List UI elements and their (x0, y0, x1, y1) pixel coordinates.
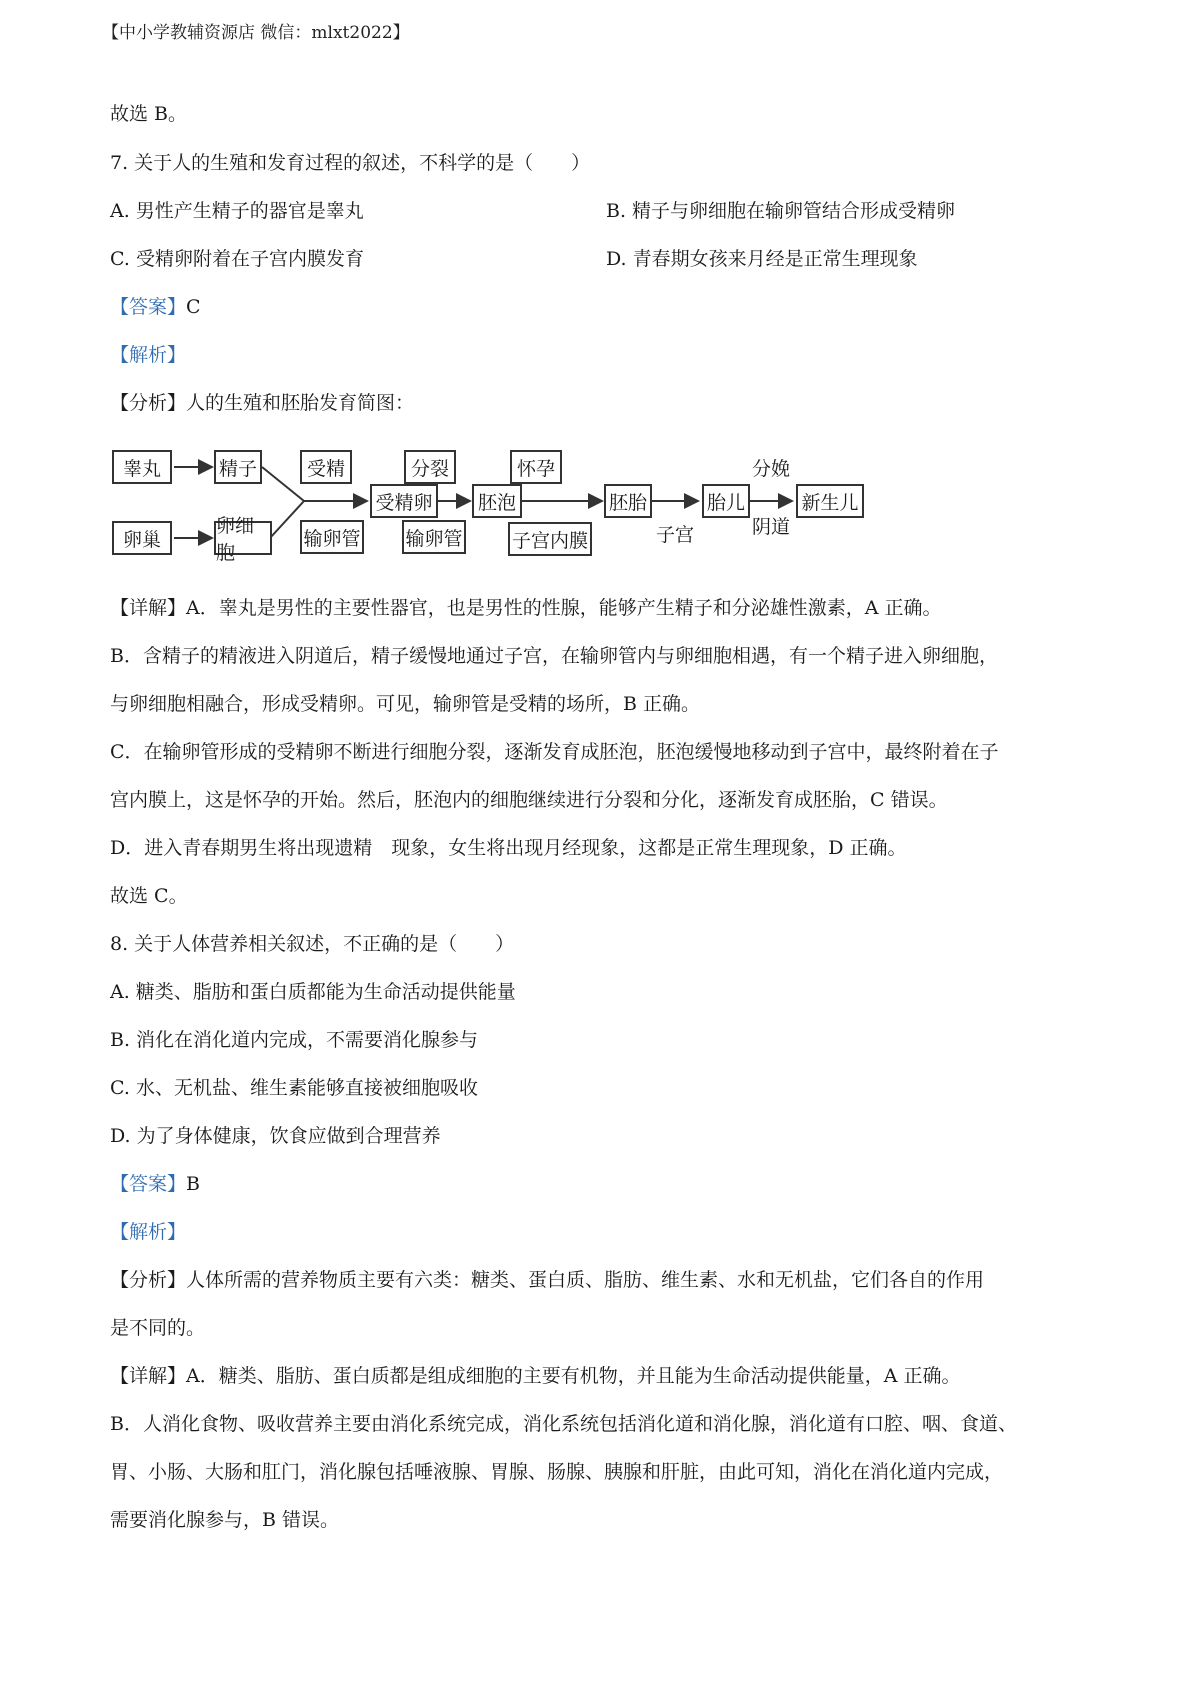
answer-value: C (186, 296, 201, 318)
q7-explain-tag: 【解析】 (110, 344, 187, 366)
box-testis: 睾丸 (112, 450, 172, 484)
q8-explain-tag: 【解析】 (110, 1221, 187, 1243)
q8-detail-b1: B．人消化食物、吸收营养主要由消化系统完成，消化系统包括消化道和消化腺，消化道有口腔、咽、食道、 (110, 1413, 1017, 1435)
label-delivery: 分娩 (752, 458, 791, 480)
arrow-egg-join (270, 501, 304, 538)
box-newborn: 新生儿 (796, 484, 864, 518)
q7-answer (110, 293, 201, 321)
box-ovary: 卵巢 (112, 521, 172, 555)
label-vagina: 阴道 (752, 516, 791, 538)
q7-option-a: A. 男性产生精子的器官是睾丸 (110, 200, 364, 222)
prev-conclusion: 故选 B。 (110, 103, 188, 125)
box-division: 分裂 (404, 450, 456, 484)
box-oviduct-2: 输卵管 (402, 520, 466, 554)
q8-detail-a: 【详解】A．糖类、脂肪、蛋白质都是组成细胞的主要有机物，并且能为生命活动提供能量，A 正确。 (110, 1365, 961, 1387)
box-pregnancy: 怀孕 (510, 450, 562, 484)
q7-detail-b2: 与卵细胞相融合，形成受精卵。可见，输卵管是受精的场所，B 正确。 (110, 693, 701, 715)
box-sperm: 精子 (214, 450, 262, 484)
q7-option-b: B. 精子与卵细胞在输卵管结合形成受精卵 (606, 200, 956, 222)
answer-value: B (186, 1173, 200, 1195)
q8-option-b: B. 消化在消化道内完成，不需要消化腺参与 (110, 1029, 479, 1051)
box-endometrium: 子宫内膜 (508, 522, 592, 556)
box-egg: 卵细胞 (214, 521, 272, 555)
answer-tag: 【答案】 (110, 296, 187, 318)
q7-detail-b1: B．含精子的精液进入阴道后，精子缓慢地通过子宫，在输卵管内与卵细胞相遇，有一个精子进入卵细胞， (110, 645, 998, 667)
box-zygote: 受精卵 (370, 484, 438, 518)
q8-detail-b3: 需要消化腺参与，B 错误。 (110, 1509, 340, 1531)
q7-analysis: 【分析】人的生殖和胚胎发育简图： (110, 392, 415, 414)
q8-analysis-1: 【分析】人体所需的营养物质主要有六类：糖类、蛋白质、脂肪、维生素、水和无机盐，它们各自的作用 (110, 1269, 985, 1291)
q7-detail-d: D．进入青春期男生将出现遗精 现象，女生将出现月经现象，这都是正常生理现象，D 正确。 (110, 837, 907, 859)
reproduction-diagram (112, 436, 892, 566)
q7-detail-c1: C．在输卵管形成的受精卵不断进行细胞分裂，逐渐发育成胚泡，胚泡缓慢地移动到子宫中，最终附着在子 (110, 741, 999, 763)
q8-stem: 8. 关于人体营养相关叙述，不正确的是（ ） (110, 933, 515, 955)
page-header: 【中小学教辅资源店 微信：mlxt2022】 (102, 23, 410, 43)
arrow-sperm-join (262, 467, 304, 501)
q7-detail-a: 【详解】A．睾丸是男性的主要性器官，也是男性的性腺，能够产生精子和分泌雄性激素，A 正确。 (110, 597, 942, 619)
q8-detail-b2: 胃、小肠、大肠和肛门，消化腺包括唾液腺、胃腺、肠腺、胰腺和肝脏，由此可知，消化在消化道内完成， (110, 1461, 1004, 1483)
q8-option-a: A. 糖类、脂肪和蛋白质都能为生命活动提供能量 (110, 981, 516, 1003)
box-blastocyst: 胚泡 (472, 484, 522, 518)
q7-conclusion: 故选 C。 (110, 885, 188, 907)
q8-option-c: C. 水、无机盐、维生素能够直接被细胞吸收 (110, 1077, 478, 1099)
box-embryo: 胚胎 (604, 484, 652, 518)
q8-option-d: D. 为了身体健康，饮食应做到合理营养 (110, 1125, 441, 1147)
q7-option-c: C. 受精卵附着在子宫内膜发育 (110, 248, 364, 270)
q7-stem: 7. 关于人的生殖和发育过程的叙述，不科学的是（ ） (110, 152, 591, 174)
label-uterus: 子宫 (656, 524, 695, 546)
q8-analysis-2: 是不同的。 (110, 1317, 206, 1339)
box-fetus: 胎儿 (702, 484, 750, 518)
q7-option-d: D. 青春期女孩来月经是正常生理现象 (606, 248, 918, 270)
box-oviduct-1: 输卵管 (300, 520, 364, 554)
q7-detail-c2: 宫内膜上，这是怀孕的开始。然后，胚泡内的细胞继续进行分裂和分化，逐渐发育成胚胎，C 错误。 (110, 789, 948, 811)
box-fertilization: 受精 (300, 450, 352, 484)
q8-answer (110, 1170, 200, 1198)
answer-tag: 【答案】 (110, 1173, 187, 1195)
